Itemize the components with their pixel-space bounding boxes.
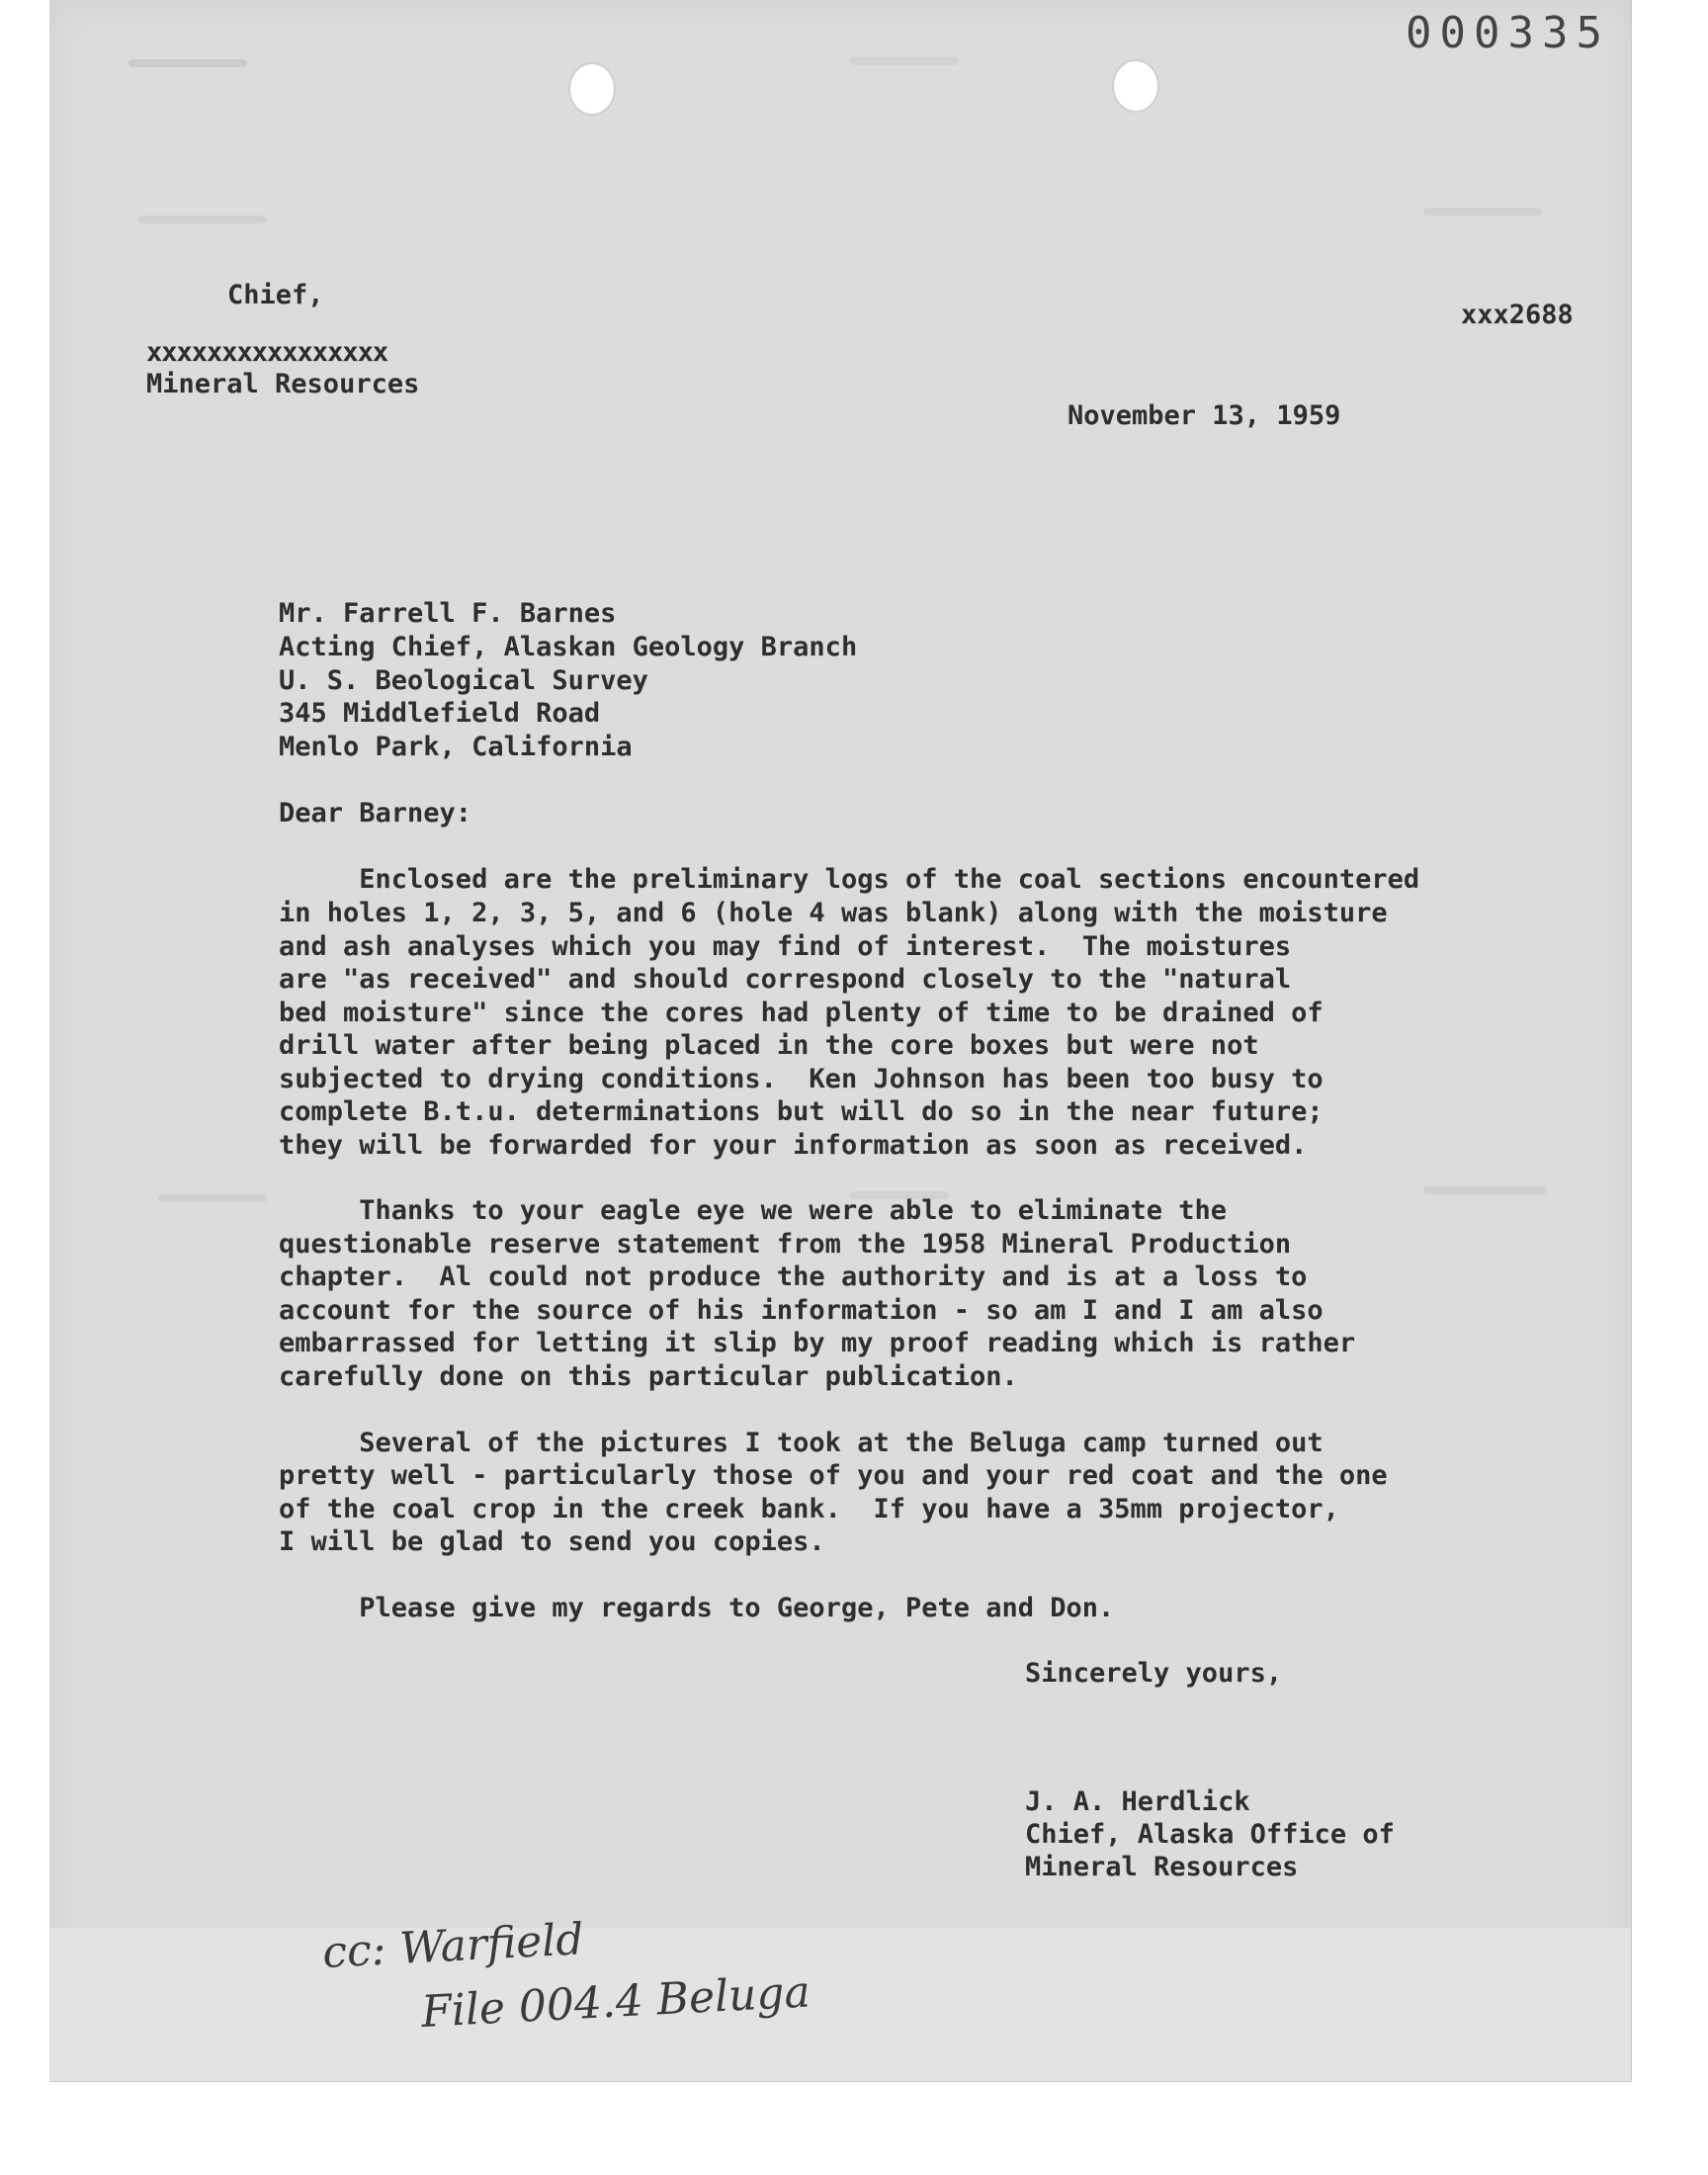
body-line: in holes 1, 2, 3, 5, and 6 (hole 4 was blank) along with the moisture: [279, 898, 1388, 928]
recipient-title: Acting Chief, Alaskan Geology Branch: [279, 632, 858, 662]
body-line: Please give my regards to George, Pete and Don.: [279, 1593, 1115, 1623]
header-title: Chief,: [227, 280, 324, 310]
body-line: account for the source of his information - so am I and I am also: [279, 1295, 1324, 1326]
scan-smudge: [850, 57, 959, 65]
recipient-street: 345 Middlefield Road: [279, 698, 601, 729]
body-line: they will be forwarded for your information as soon as received.: [279, 1130, 1308, 1161]
body-line: Enclosed are the preliminary logs of the coal sections encountered: [279, 864, 1420, 895]
body-line: questionable reserve statement from the 1958 Mineral Production: [279, 1229, 1292, 1260]
signer-office: Mineral Resources: [1025, 1852, 1299, 1882]
punch-hole-right: [1114, 61, 1157, 111]
punch-hole-left: [570, 64, 614, 114]
scan-smudge: [138, 216, 267, 223]
body-line: I will be glad to send you copies.: [279, 1526, 825, 1557]
scan-smudge: [1423, 208, 1542, 216]
body-line: subjected to drying conditions. Ken Johnson has been too busy to: [279, 1064, 1324, 1094]
body-line: and ash analyses which you may find of interest. The moistures: [279, 931, 1292, 962]
body-line: chapter. Al could not produce the authority and is at a loss to: [279, 1262, 1308, 1292]
body-line: Several of the pictures I took at the Beluga camp turned out: [279, 1428, 1324, 1458]
closing: Sincerely yours,: [1025, 1658, 1283, 1689]
page-bottom-margin: [49, 1928, 1631, 2081]
scan-smudge: [1423, 1186, 1547, 1194]
reference-number: xxx2688: [1461, 300, 1574, 330]
signer-name: J. A. Herdlick: [1025, 1786, 1250, 1817]
body-line: bed moisture" since the cores had plenty of time to be drained of: [279, 998, 1324, 1028]
greeting: Dear Barney:: [279, 798, 472, 828]
body-line: pretty well - particularly those of you and your red coat and the one: [279, 1460, 1388, 1491]
recipient-city: Menlo Park, California: [279, 732, 633, 762]
signer-title: Chief, Alaska Office of: [1025, 1819, 1395, 1850]
header-office: Mineral Resources: [146, 369, 420, 399]
handwritten-cc-note: cc: Warfield: [321, 1914, 585, 1978]
body-line: Thanks to your eagle eye we were able to eliminate the: [279, 1195, 1228, 1226]
scan-smudge: [128, 59, 247, 67]
body-line: complete B.t.u. determinations but will do so in the near future;: [279, 1096, 1324, 1127]
body-line: embarrassed for letting it slip by my proof reading which is rather: [279, 1328, 1356, 1358]
recipient-organization: U. S. Beological Survey: [279, 665, 648, 696]
body-line: drill water after being placed in the core boxes but were not: [279, 1030, 1259, 1061]
body-line: carefully done on this particular publication.: [279, 1361, 1018, 1392]
struck-out-text: xxxxxxxxxxxxxxxx: [146, 337, 388, 368]
scan-smudge: [158, 1194, 267, 1202]
body-line: are "as received" and should correspond closely to the "natural: [279, 964, 1292, 995]
recipient-name: Mr. Farrell F. Barnes: [279, 598, 617, 629]
document-number: 000335: [1406, 8, 1610, 58]
handwritten-file-note: File 004.4 Beluga: [420, 1966, 811, 2038]
letter-date: November 13, 1959: [1068, 400, 1341, 431]
body-line: of the coal crop in the creek bank. If you have a 35mm projector,: [279, 1494, 1339, 1524]
